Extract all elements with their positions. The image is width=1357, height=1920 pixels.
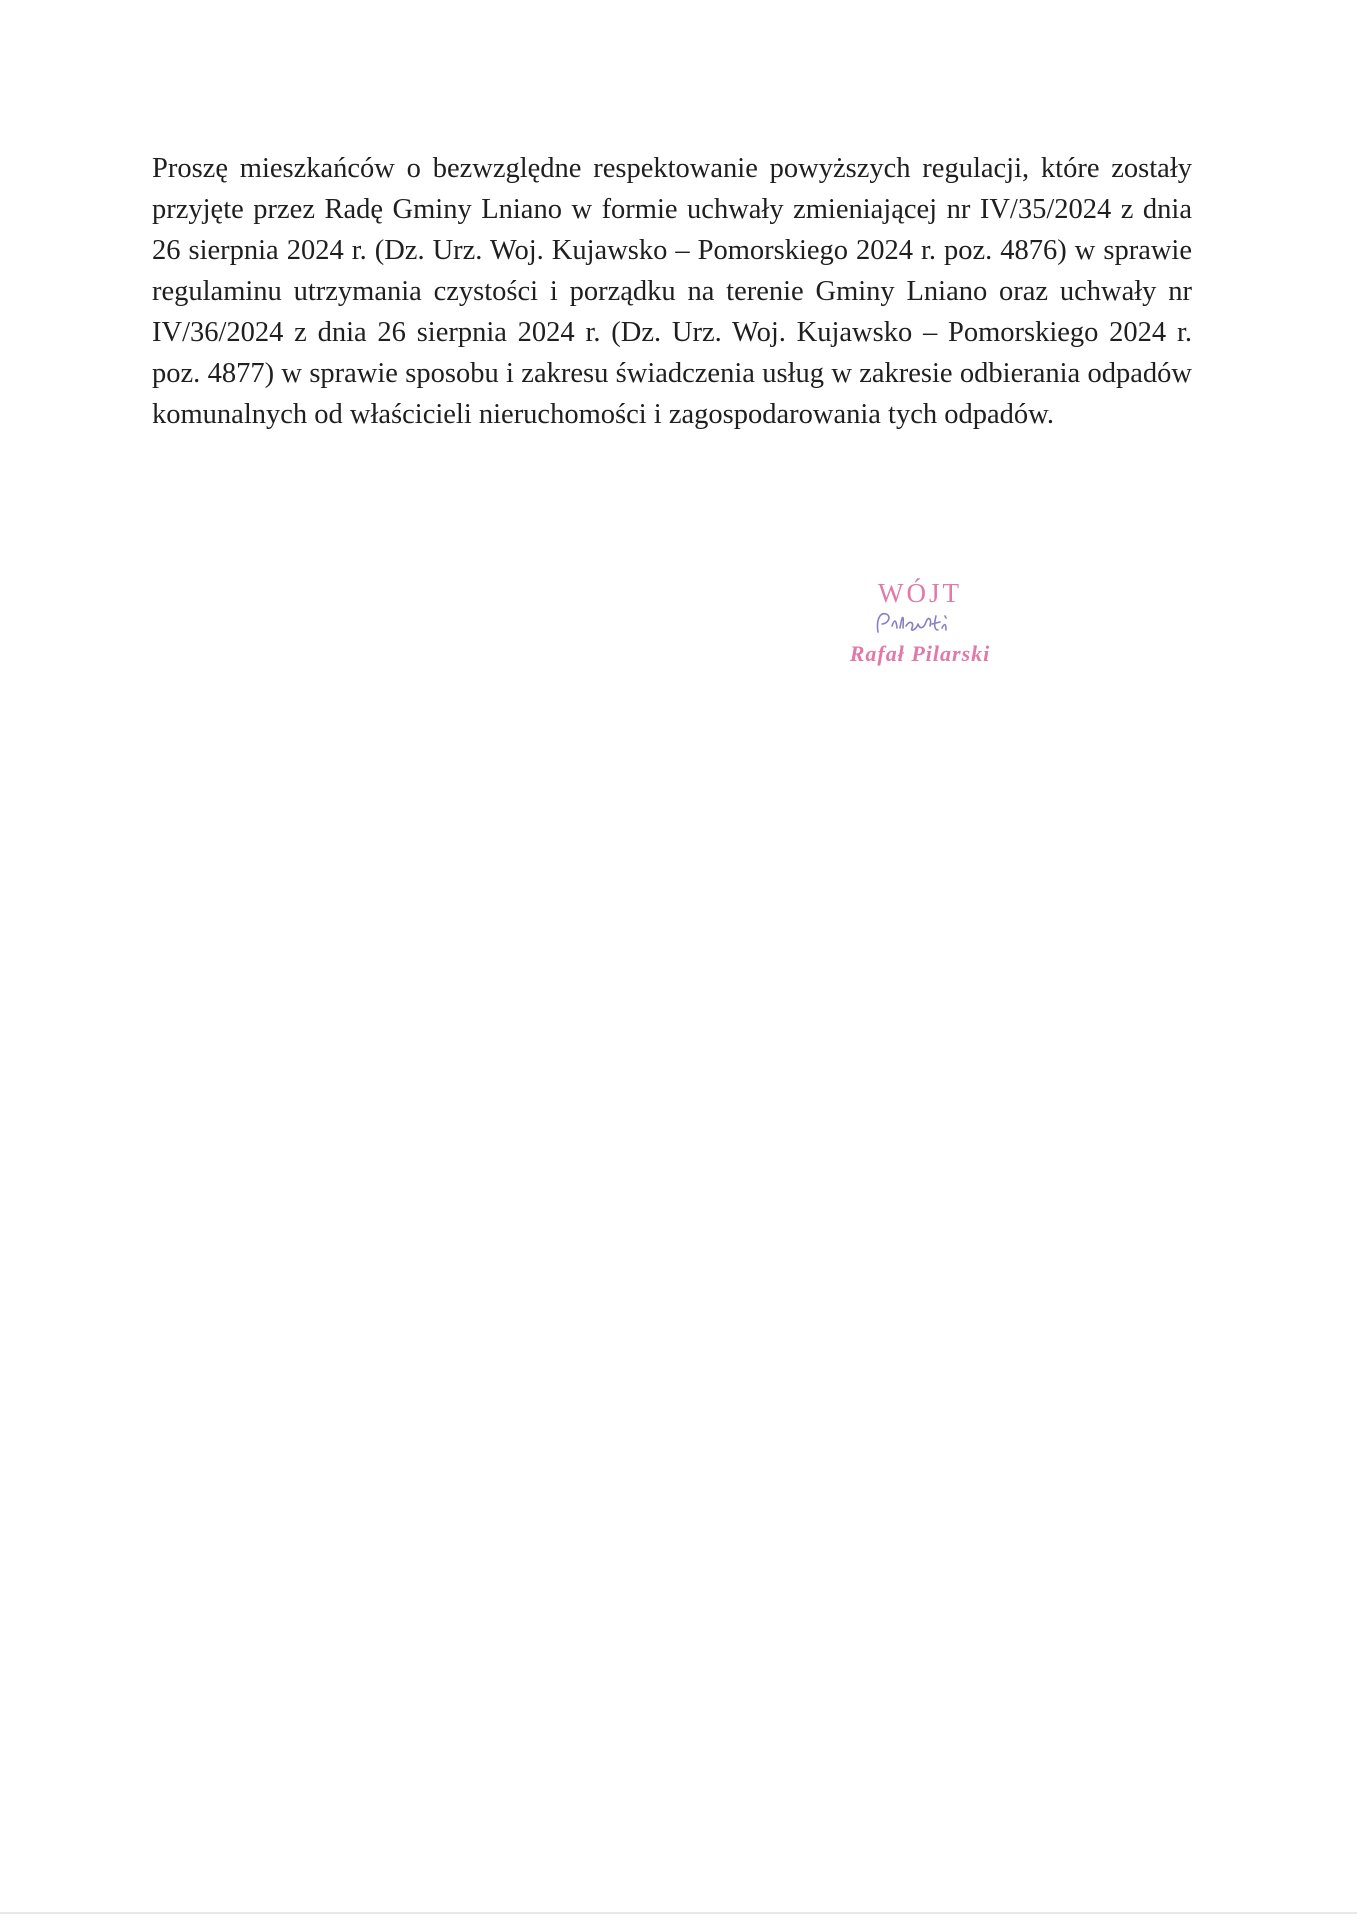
stamp-name: Rafał Pilarski <box>849 641 991 666</box>
handwritten-signature <box>820 608 1020 642</box>
page-bottom-edge <box>0 1912 1357 1914</box>
signature-scribble-icon <box>870 606 970 642</box>
official-stamp <box>820 578 1020 666</box>
body-paragraph: Proszę mieszkańców o bezwzględne respektowanie powyższych regulacji, które zostały przyjęte przez Radę Gminy Lniano w formie uchwały zmieniającej nr IV/35/2024 z dnia 26 sierpnia 2024 r. (Dz. Urz. Woj. Kujawsko – Pomorskiego 2024 r. poz. 4876) w sprawie regulaminu utrzymania czystości i porządku na terenie Gminy Lniano oraz uchwały nr IV/36/2024 z dnia 26 sierpnia 2024 r. (Dz. Urz. Woj. Kujawsko – Pomorskiego 2024 r. poz. 4877) w sprawie sposobu i zakresu świadczenia usług w zakresie odbierania odpadów komunalnych od właścicieli nieruchomości i zagospodarowania tych odpadów. <box>152 153 1192 430</box>
stamp-title: WÓJT <box>878 578 962 608</box>
